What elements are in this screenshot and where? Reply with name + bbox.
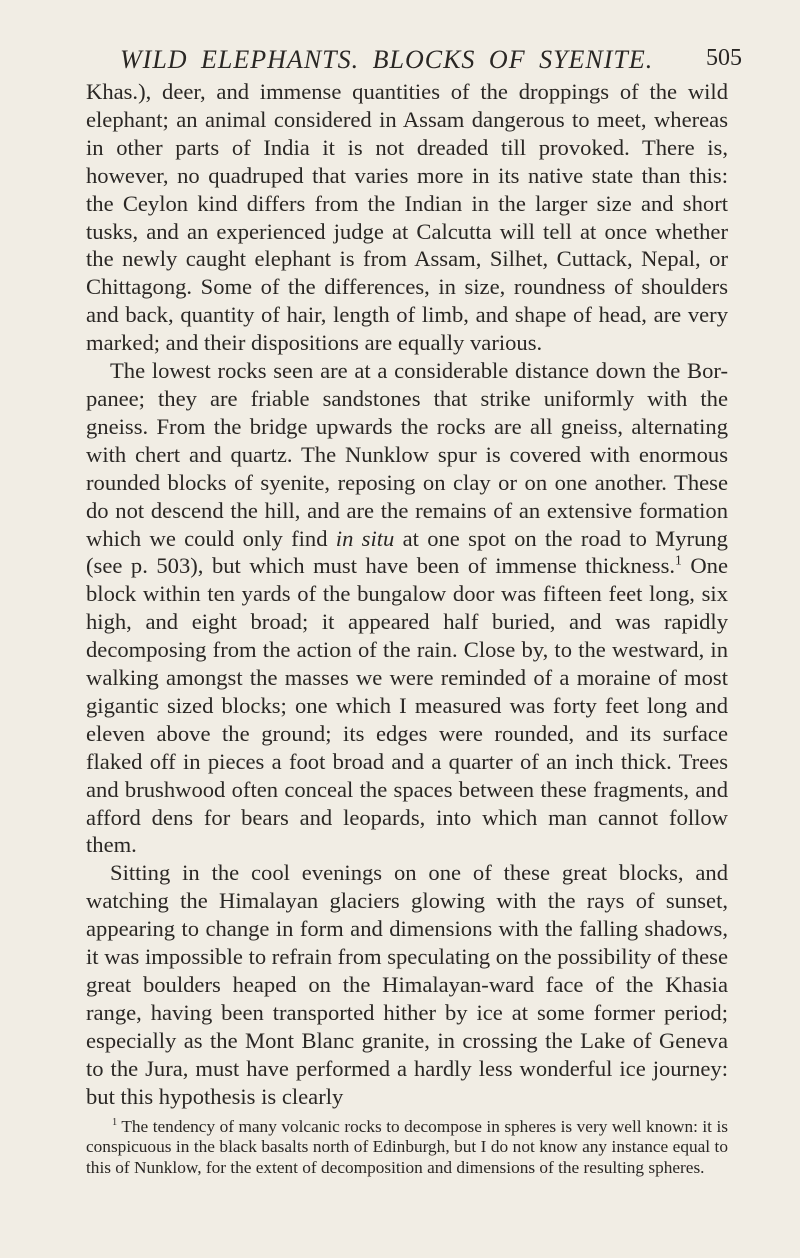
italic-phrase: in situ [335, 525, 395, 551]
running-head [90, 0, 742, 78]
paragraph-glaciers: Sitting in the cool evenings on one of these great blocks, and watching the Himalayan glaciers glowing with the rays of sunset, appearing to change in form and dimensions with the falling shadows, it was impossible to refrain from speculating on the possibility of these great boulders heaped on the Himalayan-ward face of the Khasia range, having been transported hither by ice at some former period; especially as the Mont Blanc granite, in crossing the Lake of Geneva to the Jura, must have performed a hardly less wonderful ice journey: but this hypothesis is clearly [86, 860, 728, 1109]
paragraph-text: The lowest rocks seen are at a considerable distance down the Bor-panee; they are friable sandstones that strike uniformly with the gneiss. From the bridge upwards the rocks are all gneiss, alternating with chert and quartz. The Nunklow spur is covered with enormous rounded blocks of syenite, reposing on clay or on one another. These do not descend the hill, and are the remains of an extensive formation which we could only find [86, 358, 728, 551]
paragraph-elephants: Khas.), deer, and immense quantities of the droppings of the wild elephant; an animal considered in Assam dangerous to meet, whereas in other parts of India it is not dreaded till provoked. There is, however, no quadruped that varies more in its native state than this: the Ceylon kind differs from the Indian in the larger size and short tusks, and an experienced judge at Calcutta will tell at once whether the newly caught elephant is from Assam, Silhet, Cuttack, Nepal, or Chittagong. Some of the differences, in size, roundness of shoulders and back, quantity of hair, length of limb, and shape of head, are very marked; and their dispositions are equally various. [86, 79, 728, 356]
page-number: 505 [706, 45, 742, 71]
body-text [86, 78, 728, 1111]
paragraph-text: One block within ten yards of the bungalow door was fifteen feet long, six high, and eight broad; it appeared half buried, and was rapidly decomposing from the action of the rain. Close by, to the westward, in walking amongst the masses we were reminded of a moraine of most gigantic sized blocks; one which I measured was forty feet long and eleven above the ground; its edges were rounded, and its surface flaked off in pieces a foot broad and a quarter of an inch thick. Trees and brushwood often conceal the spaces between these fragments, and afford dens for bears and leopards, into which man cannot follow them. [86, 553, 728, 858]
footnote-marker: 1 [112, 1116, 118, 1128]
paragraph-text: at one spot on the road to Myrung (see p. 503), but which must have been of immense thickness. [86, 525, 728, 579]
paragraph-syenite-blocks [86, 357, 728, 859]
running-title: WILD ELEPHANTS. BLOCKS OF SYENITE. [120, 45, 654, 74]
footnote-reference: 1 [675, 552, 682, 568]
footnote-text: The tendency of many volcanic rocks to decompose in spheres is very well known: it is conspicuous in the black basalts north of Edinburgh, but I do not know any instance equal to this of Nunklow, for the extent of decomposition and dimensions of the resulting spheres. [86, 1116, 728, 1177]
footnote [86, 1117, 728, 1179]
